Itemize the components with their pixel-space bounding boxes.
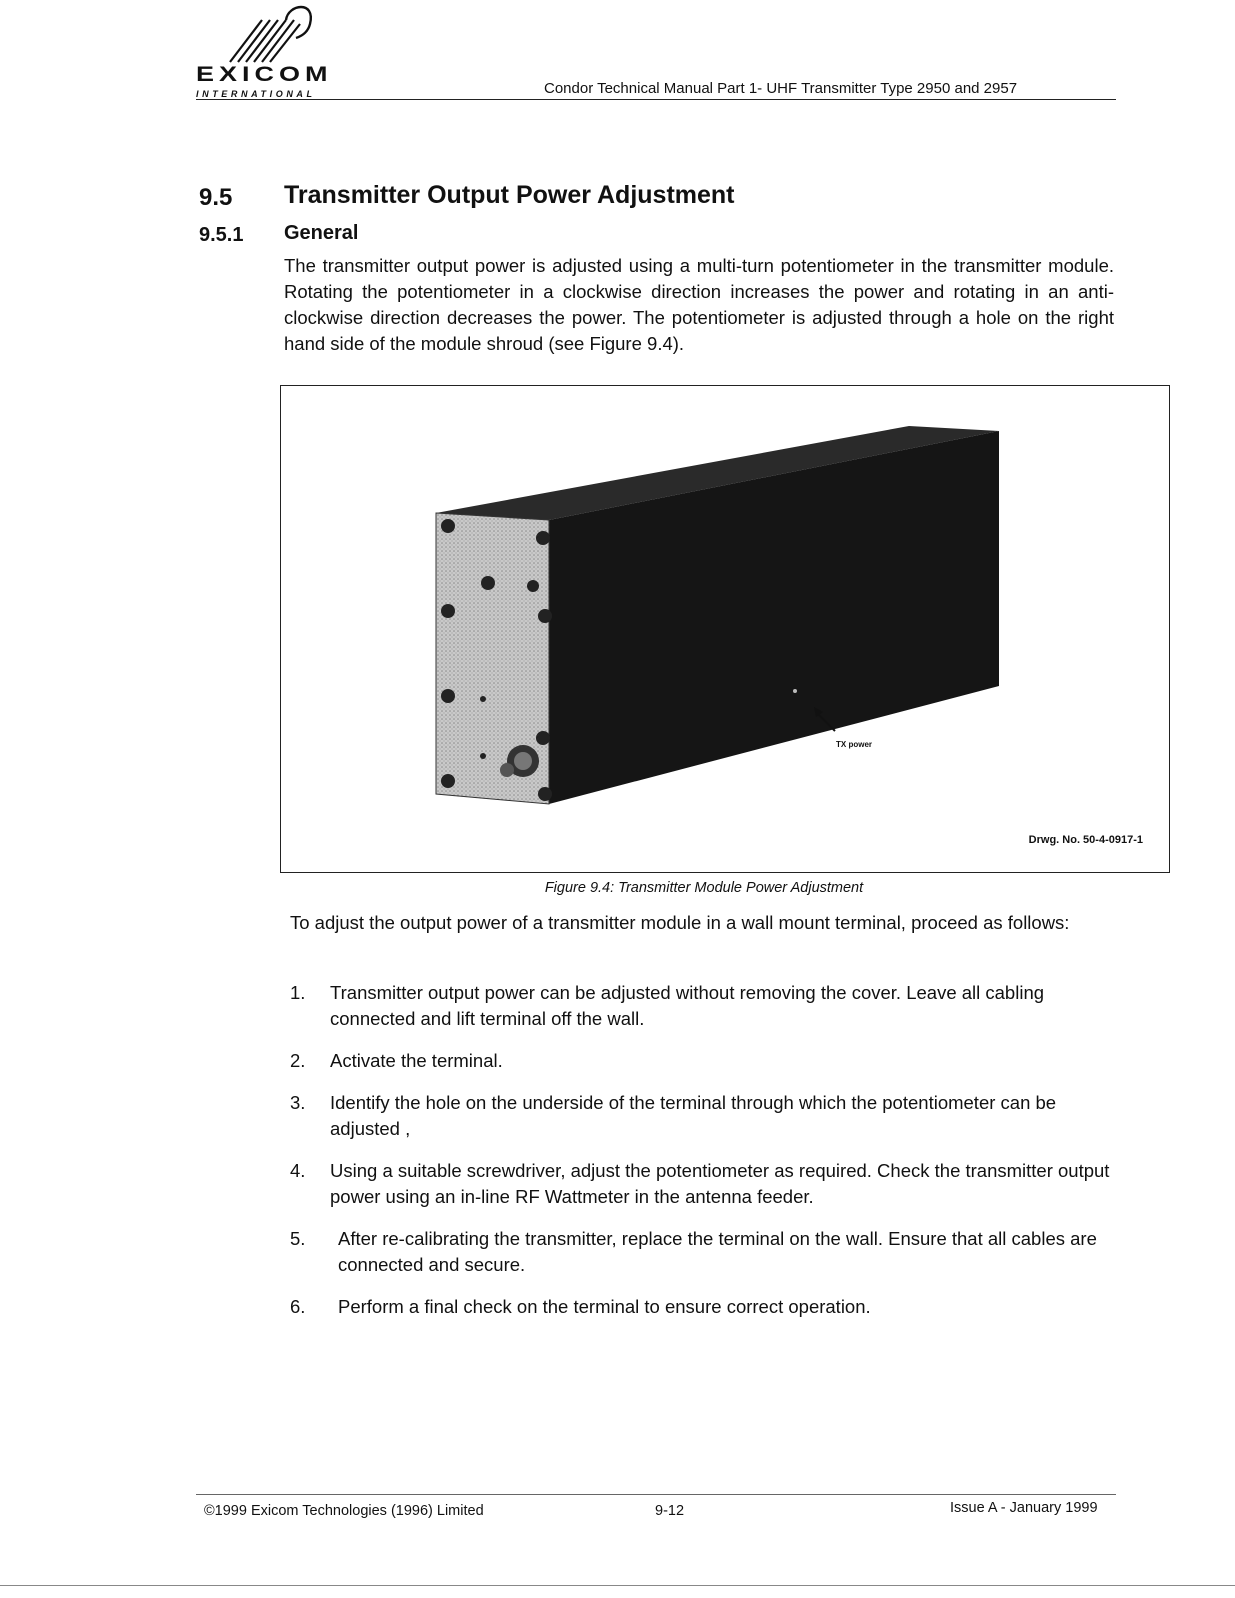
footer-copyright: ©1999 Exicom Technologies (1996) Limited bbox=[204, 1503, 484, 1519]
page-bottom-rule bbox=[0, 1585, 1235, 1586]
step-text: Identify the hole on the underside of the terminal through which the potentiometer can be adjusted , bbox=[330, 1092, 1057, 1139]
header-rule bbox=[196, 99, 1116, 100]
step-text: Activate the terminal. bbox=[330, 1050, 503, 1071]
procedure-intro: To adjust the output power of a transmitter module in a wall mount terminal, proceed as follows: bbox=[290, 912, 1070, 933]
subsection-title: General bbox=[284, 222, 359, 244]
page-number: 9-12 bbox=[655, 1503, 685, 1519]
list-item bbox=[290, 1226, 1120, 1278]
intro-paragraph: The transmitter output power is adjusted using a multi-turn potentiometer in the transmitter module. Rotating the potentiometer in a clockwise direction increases the power and rotating in an anti-clockwise direction decreases the power. The potentiometer is adjusted through a hole on the right hand side of the module shroud (see Figure 9.4). bbox=[284, 255, 1114, 354]
list-item bbox=[290, 1048, 1120, 1074]
subsection-number: 9.5.1 bbox=[199, 224, 244, 246]
footer-issue: Issue A - January 1999 bbox=[950, 1500, 1098, 1516]
section-title: Transmitter Output Power Adjustment bbox=[284, 181, 735, 209]
step-number: 2. bbox=[290, 1050, 306, 1071]
step-number: 4. bbox=[290, 1160, 306, 1181]
step-number: 1. bbox=[290, 982, 306, 1003]
step-number: 5. bbox=[290, 1228, 306, 1249]
section-number: 9.5 bbox=[199, 184, 233, 211]
figure-frame bbox=[280, 385, 1170, 873]
list-item bbox=[290, 980, 1120, 1032]
exicom-logo-icon bbox=[228, 2, 338, 64]
logo-wordmark: EXICOM bbox=[196, 62, 333, 86]
step-number: 6. bbox=[290, 1296, 306, 1317]
logo-subtitle: INTERNATIONAL bbox=[196, 89, 316, 99]
step-text: After re-calibrating the transmitter, replace the terminal on the wall. Ensure that all cables are connected and secure. bbox=[338, 1228, 1097, 1275]
tx-power-label: TX power bbox=[836, 740, 873, 749]
drawing-number: Drwg. No. 50-4-0917-1 bbox=[1028, 834, 1143, 846]
list-item bbox=[290, 1294, 1120, 1320]
figure-caption: Figure 9.4: Transmitter Module Power Adjustment bbox=[544, 880, 864, 896]
procedure-steps bbox=[290, 980, 1120, 1336]
step-text: Perform a final check on the terminal to ensure correct operation. bbox=[338, 1296, 871, 1317]
step-text: Transmitter output power can be adjusted without removing the cover. Leave all cabling connected and lift terminal off the wall. bbox=[330, 982, 1045, 1029]
footer-rule bbox=[196, 1494, 1116, 1495]
list-item bbox=[290, 1090, 1120, 1142]
step-number: 3. bbox=[290, 1092, 306, 1113]
list-item bbox=[290, 1158, 1120, 1210]
step-text: Using a suitable screwdriver, adjust the potentiometer as required. Check the transmitter output power using an in-line RF Wattmeter in the antenna feeder. bbox=[330, 1160, 1110, 1207]
transmitter-module-drawing bbox=[281, 386, 1168, 871]
document-header-title: Condor Technical Manual Part 1- UHF Transmitter Type 2950 and 2957 bbox=[544, 80, 1018, 97]
